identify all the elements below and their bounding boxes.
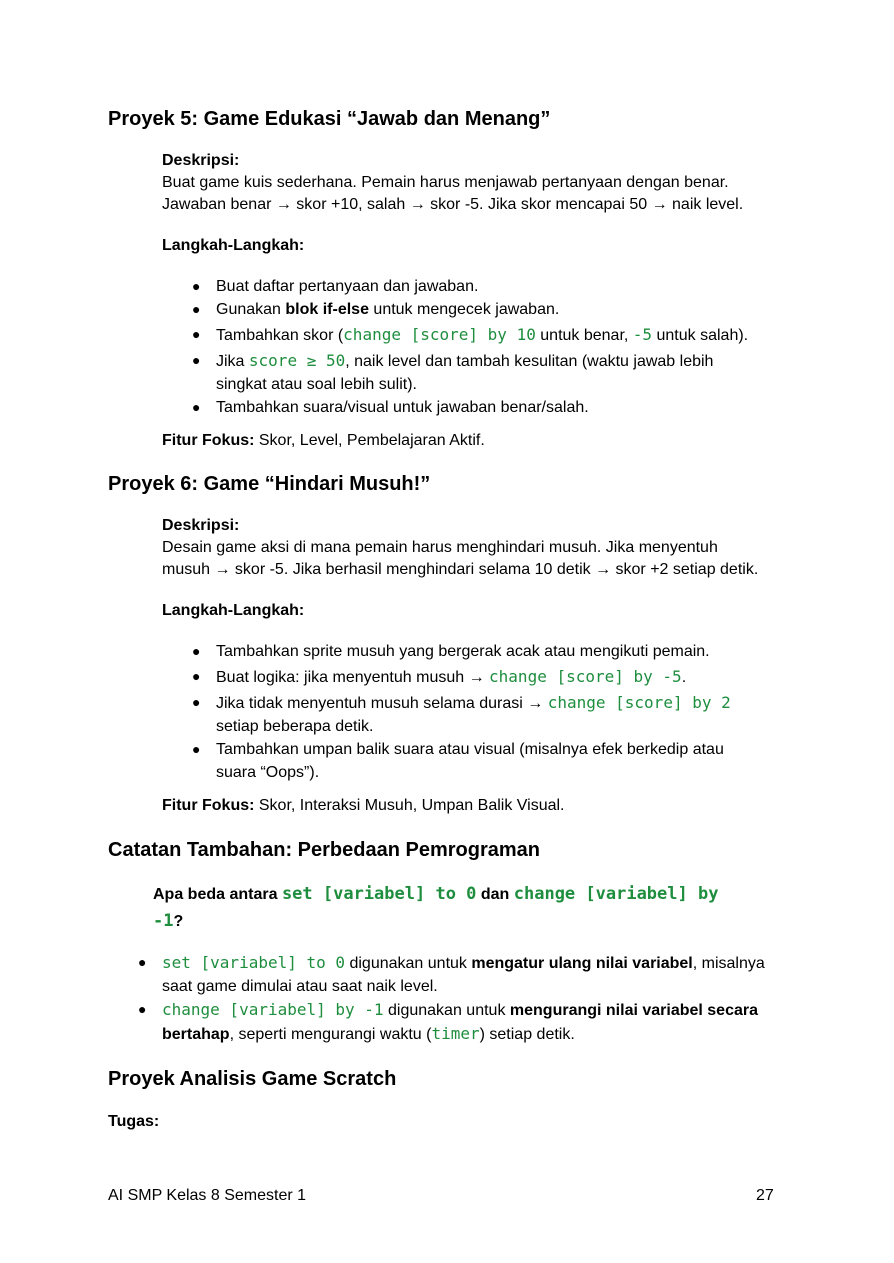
p6-desc-label: Deskripsi:: [162, 517, 240, 534]
p5-title: Proyek 5: Game Edukasi “Jawab dan Menang”: [108, 108, 551, 130]
notes-question: Apa beda antara set [variabel] to 0 dan change [variabel] by -1?: [153, 884, 719, 931]
bullet-icon: ●: [192, 352, 201, 368]
list-item: ● Tambahkan sprite musuh yang bergerak acak atau mengikuti pemain.: [216, 640, 806, 663]
bullet-icon: ●: [192, 301, 201, 317]
bullet-icon: ●: [192, 326, 201, 342]
list-item: ● Buat logika: jika menyentuh musuh → change [score] by -5.: [192, 667, 687, 686]
p6-steps-list: [192, 640, 806, 784]
p5-desc-line1: Buat game kuis sederhana. Pemain harus menjawab pertanyaan dengan benar.: [162, 174, 729, 191]
bullet-icon: ●: [192, 643, 201, 659]
bullet-icon: ●: [192, 741, 201, 757]
p5-focus: Fitur Fokus: Skor, Level, Pembelajaran Aktif.: [162, 432, 485, 449]
page-number: 27: [756, 1187, 774, 1204]
list-item: ● Tambahkan umpan balik suara atau visual (misalnya efek berkedip atau suara “Oops”).: [216, 738, 806, 784]
list-item: ● change [variabel] by -1 digunakan untuk mengurangi nilai variabel secara bertahap, seperti mengurangi waktu (timer) setiap detik.: [138, 1000, 758, 1043]
list-item: ● Tambahkan skor (change [score] by 10 untuk benar, -5 untuk salah).: [192, 325, 749, 344]
bullet-icon: ●: [192, 278, 201, 294]
footer-title: AI SMP Kelas 8 Semester 1: [108, 1187, 307, 1204]
bullet-icon: ●: [192, 399, 201, 415]
p6-title: Proyek 6: Game “Hindari Musuh!”: [108, 473, 431, 495]
p5-desc-line2: Jawaban benar → skor +10, salah → skor -5. Jika skor mencapai 50 → naik level.: [162, 196, 744, 213]
notes-title: Catatan Tambahan: Perbedaan Pemrograman: [108, 839, 540, 861]
list-item: ● Jika tidak menyentuh musuh selama durasi → change [score] by 2 setiap beberapa detik.: [192, 693, 731, 735]
p6-desc-line2: musuh → skor -5. Jika berhasil menghindari selama 10 detik → skor +2 setiap detik.: [162, 561, 759, 578]
p6-steps-label: Langkah-Langkah:: [162, 602, 305, 619]
p6-desc-line1: Desain game aksi di mana pemain harus menghindari musuh. Jika menyentuh: [162, 539, 718, 556]
bullet-icon: ●: [138, 954, 147, 970]
p5-steps-label: Langkah-Langkah:: [162, 237, 305, 254]
bullet-icon: ●: [192, 668, 201, 684]
bullet-icon: ●: [192, 694, 201, 710]
list-item: ● Tambahkan suara/visual untuk jawaban benar/salah.: [216, 396, 806, 419]
list-item: ● Buat daftar pertanyaan dan jawaban.: [216, 275, 806, 298]
list-item: ● set [variabel] to 0 digunakan untuk mengatur ulang nilai variabel, misalnya saat game dimulai atau saat naik level.: [138, 953, 765, 995]
p6-focus: Fitur Fokus: Skor, Interaksi Musuh, Umpan Balik Visual.: [162, 797, 565, 814]
list-item: ● Gunakan blok if-else untuk mengecek jawaban.: [216, 298, 806, 321]
analysis-title: Proyek Analisis Game Scratch: [108, 1068, 397, 1090]
bullet-icon: ●: [138, 1001, 147, 1017]
p5-steps-list: [192, 275, 806, 419]
notes-list: [138, 951, 802, 1046]
list-item: ● Jika score ≥ 50, naik level dan tambah kesulitan (waktu jawab lebih singkat atau soal lebih sulit).: [192, 351, 714, 393]
p5-desc-label: Deskripsi:: [162, 152, 240, 169]
analysis-task-label: Tugas:: [108, 1113, 160, 1130]
